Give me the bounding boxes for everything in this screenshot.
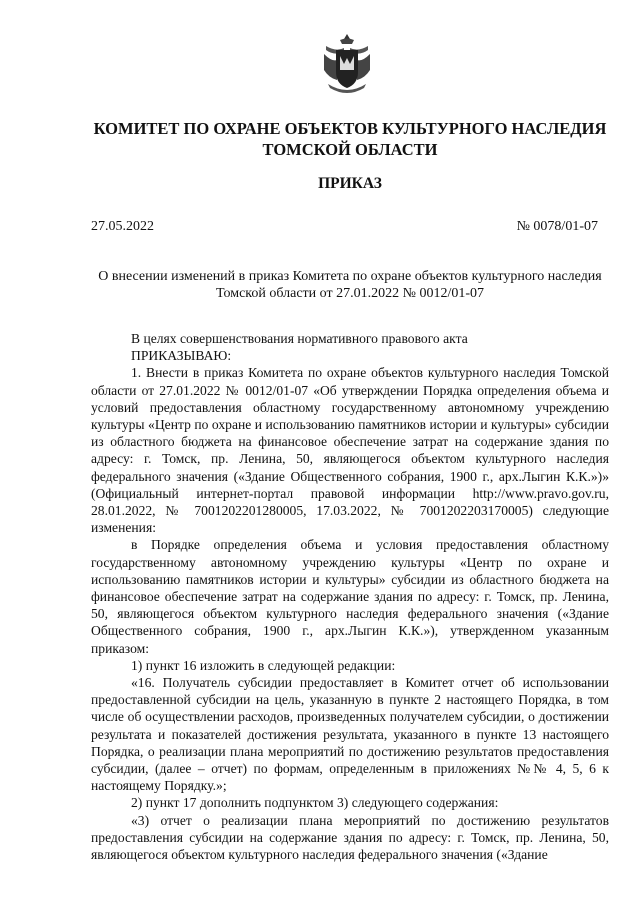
paragraph-item-1: 1. Внести в приказ Комитета по охране объектов культурного наследия Томской области от 27.01.2022 № 0012/01-07 «Об утверждении Порядка определения объема и условий предоставления областному государственному автономному учреждению культуры «Центр по охране и использованию памятников истории и культуры» субсидии из областного бюджета на финансовое обеспечение затрат на содержание здания по адресу: г. Томск, пр. Ленина, 50, являющегося объектом культурного наследия федерального значения («Здание Общественного собрания, 1900 г., арх.Лыгин К.К.»)» (Официальный интернет-портал правовой информации http://www.pravo.gov.ru, 28.01.2022, № 7001202201280005, 17.03.2022, № 7001202203170005) следующие изменения: <box>91 365 609 536</box>
coat-of-arms-icon <box>322 32 372 96</box>
paragraph-subitem-2: 2) пункт 17 дополнить подпунктом 3) следующего содержания: <box>131 795 499 811</box>
org-line-2: ТОМСКОЙ ОБЛАСТИ <box>262 140 438 159</box>
document-kind: ПРИКАЗ <box>318 175 382 192</box>
document-number: № 0078/01-07 <box>516 219 598 234</box>
paragraph-point-17-3: «3) отчет о реализации плана мероприятий по достижению результатов предоставления субсидии на содержание здания по адресу: г. Томск, пр. Ленина, 50, являющегося объектом культурного наследия федерального значения («Здание <box>91 812 609 863</box>
organization-name <box>60 118 640 160</box>
paragraph-order: ПРИКАЗЫВАЮ: <box>131 348 232 364</box>
document-subject <box>60 268 640 302</box>
paragraph-procedure: в Порядке определения объема и условия предоставления областному государственному автономному учреждению культуры «Центр по охране и использованию памятников истории и культуры» субсидии из областного бюджета на финансовое обеспечение затрат на содержание здания по адресу: г. Томск, пр. Ленина, 50, являющегося объектом культурного наследия федерального значения («Здание Общественного собрания, 1900 г., арх.Лыгин К.К.»), утвержденном указанным приказом: <box>91 537 609 656</box>
document-body <box>91 330 609 863</box>
org-line-1: КОМИТЕТ ПО ОХРАНЕ ОБЪЕКТОВ КУЛЬТУРНОГО НАСЛЕДИЯ <box>93 119 607 138</box>
subject-line-2: Томской области от 27.01.2022 № 0012/01-07 <box>215 286 485 301</box>
paragraph-subitem-1: 1) пункт 16 изложить в следующей редакции: <box>131 657 396 673</box>
paragraph-intro: В целях совершенствования нормативного правового акта <box>131 331 468 346</box>
document-date: 27.05.2022 <box>91 219 154 234</box>
paragraph-point-16: «16. Получатель субсидии предоставляет в Комитет отчет об использовании предоставленной субсидии на цель, указанную в пункте 2 настоящего Порядка, в том числе об осуществлении расходов, произведенных получателем субсидии, о достижении результата и показателей достижения результата, указанного в пункте 13 настоящего Порядка, о реализации плана мероприятий по достижению результатов предоставления субсидии, (далее – отчет) по формам, определенным в приложениях №№ 4, 5, 6 к настоящему Порядку.»; <box>91 675 609 794</box>
subject-line-1: О внесении изменений в приказ Комитета по охране объектов культурного наследия <box>98 269 602 284</box>
